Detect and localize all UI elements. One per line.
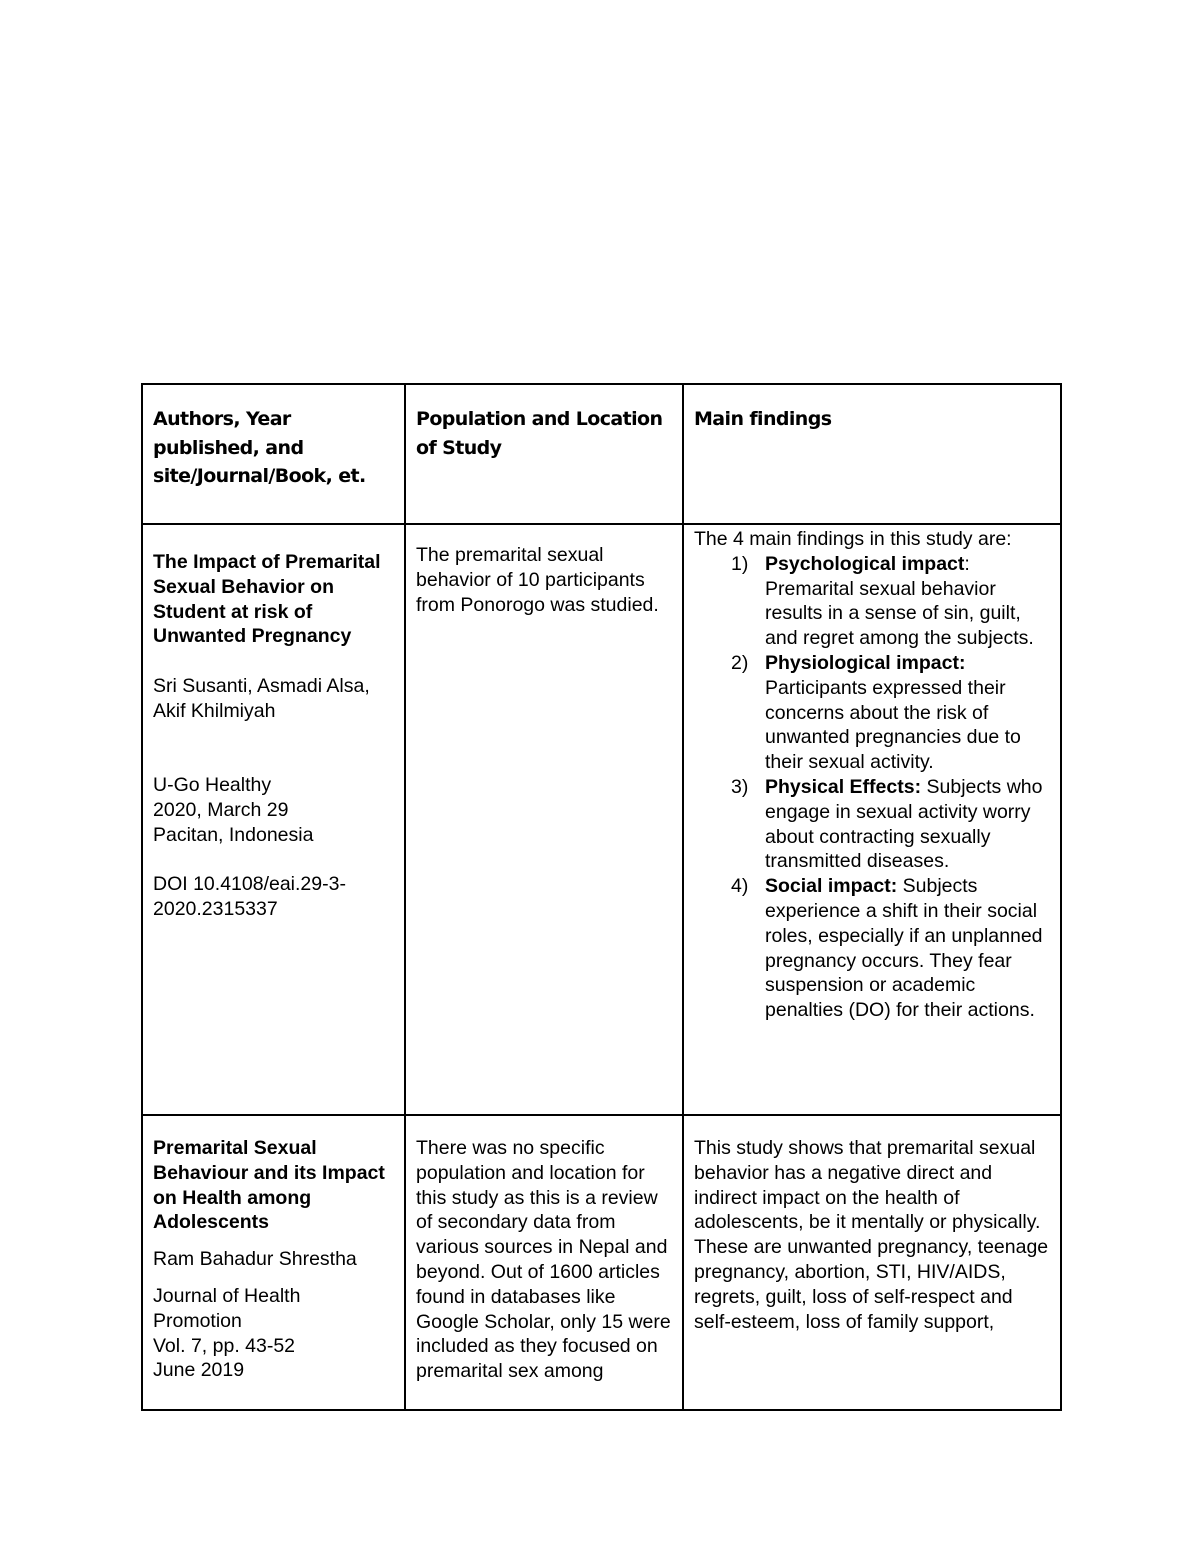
- finding-number: 3): [731, 775, 749, 798]
- finding-label: Physical Effects:: [765, 775, 922, 798]
- row1-journal: U-Go Healthy: [153, 774, 272, 797]
- row2-findings-cell: [683, 1115, 1061, 1410]
- header-authors: Authors, Year published, and site/Journal/Book, et.: [153, 408, 366, 487]
- header-cell-population: [405, 384, 683, 524]
- row2-authors: Ram Bahadur Shrestha: [153, 1248, 357, 1271]
- finding-label: Social impact:: [765, 875, 898, 898]
- finding-label: Physiological impact:: [765, 651, 966, 674]
- finding-label-suffix: :: [964, 552, 970, 575]
- row2-journal: Journal of Health Promotion: [153, 1284, 301, 1332]
- row1-findings-intro: The 4 main findings in this study are:: [694, 528, 1012, 550]
- list-item: [694, 874, 1050, 1023]
- row1-findings-cell: [683, 524, 1061, 1115]
- row2-date: June 2019: [153, 1359, 245, 1382]
- list-item: [694, 775, 1050, 874]
- finding-text: Premarital sexual behavior results in a sense of sin, guilt, and regret among the subjects.: [765, 577, 1034, 650]
- table-row: [142, 1115, 1061, 1410]
- row1-place: Pacitan, Indonesia: [153, 823, 314, 846]
- row1-population: The premarital sexual behavior of 10 participants from Ponorogo was studied.: [416, 544, 659, 616]
- row1-authors: Sri Susanti, Asmadi Alsa, Akif Khilmiyah: [153, 674, 370, 722]
- row1-date: 2020, March 29: [153, 798, 289, 821]
- table-row: [142, 524, 1061, 1115]
- row1-findings-list: [694, 552, 1050, 1023]
- literature-review-table: [141, 383, 1062, 1411]
- finding-number: 4): [731, 875, 749, 898]
- table-header-row: [142, 384, 1061, 524]
- header-findings: Main findings: [694, 408, 832, 430]
- finding-number: 2): [731, 651, 749, 674]
- header-cell-authors: [142, 384, 405, 524]
- row1-population-cell: [405, 524, 683, 1115]
- list-item: [694, 552, 1050, 651]
- row1-authors-cell: [142, 524, 405, 1115]
- header-population: Population and Location of Study: [416, 408, 663, 459]
- row2-population-cell: [405, 1115, 683, 1410]
- row2-volume: Vol. 7, pp. 43-52: [153, 1334, 296, 1357]
- row1-doi: DOI 10.4108/eai.29-3-2020.2315337: [153, 873, 346, 921]
- row1-study-title: The Impact of Premarital Sexual Behavior on Student at risk of Unwanted Pregnancy: [153, 551, 381, 648]
- row2-study-title: Premarital Sexual Behaviour and its Impact on Health among Adolescents: [153, 1137, 385, 1234]
- list-item: [694, 651, 1050, 775]
- finding-label: Psychological impact: [765, 552, 965, 575]
- finding-text: Subjects experience a shift in their social roles, especially if an unplanned pregnancy occurs. They fear suspension or academic penalties (DO) for their actions.: [765, 875, 1043, 1022]
- finding-text: Participants expressed their concerns about the risk of unwanted pregnancies due to their sexual activity.: [765, 676, 1021, 774]
- row2-findings: This study shows that premarital sexual behavior has a negative direct and indirect impact on the health of adolescents, be it mentally or physically. These are unwanted pregnancy, teenage pregnancy, abortion, STI, HIV/AIDS, regrets, guilt, loss of self-respect and self-esteem, loss of family support,: [694, 1137, 1049, 1333]
- row2-authors-cell: [142, 1115, 405, 1410]
- finding-number: 1): [731, 552, 749, 575]
- header-cell-findings: [683, 384, 1061, 524]
- row2-population: There was no specific population and location for this study as this is a review of secondary data from various sources in Nepal and beyond. Out of 1600 articles found in databases like Google Scholar, only 15 were included as they focused on premarital sex among: [416, 1137, 671, 1383]
- finding-text: Subjects who engage in sexual activity worry about contracting sexually transmitted diseases.: [765, 775, 1043, 873]
